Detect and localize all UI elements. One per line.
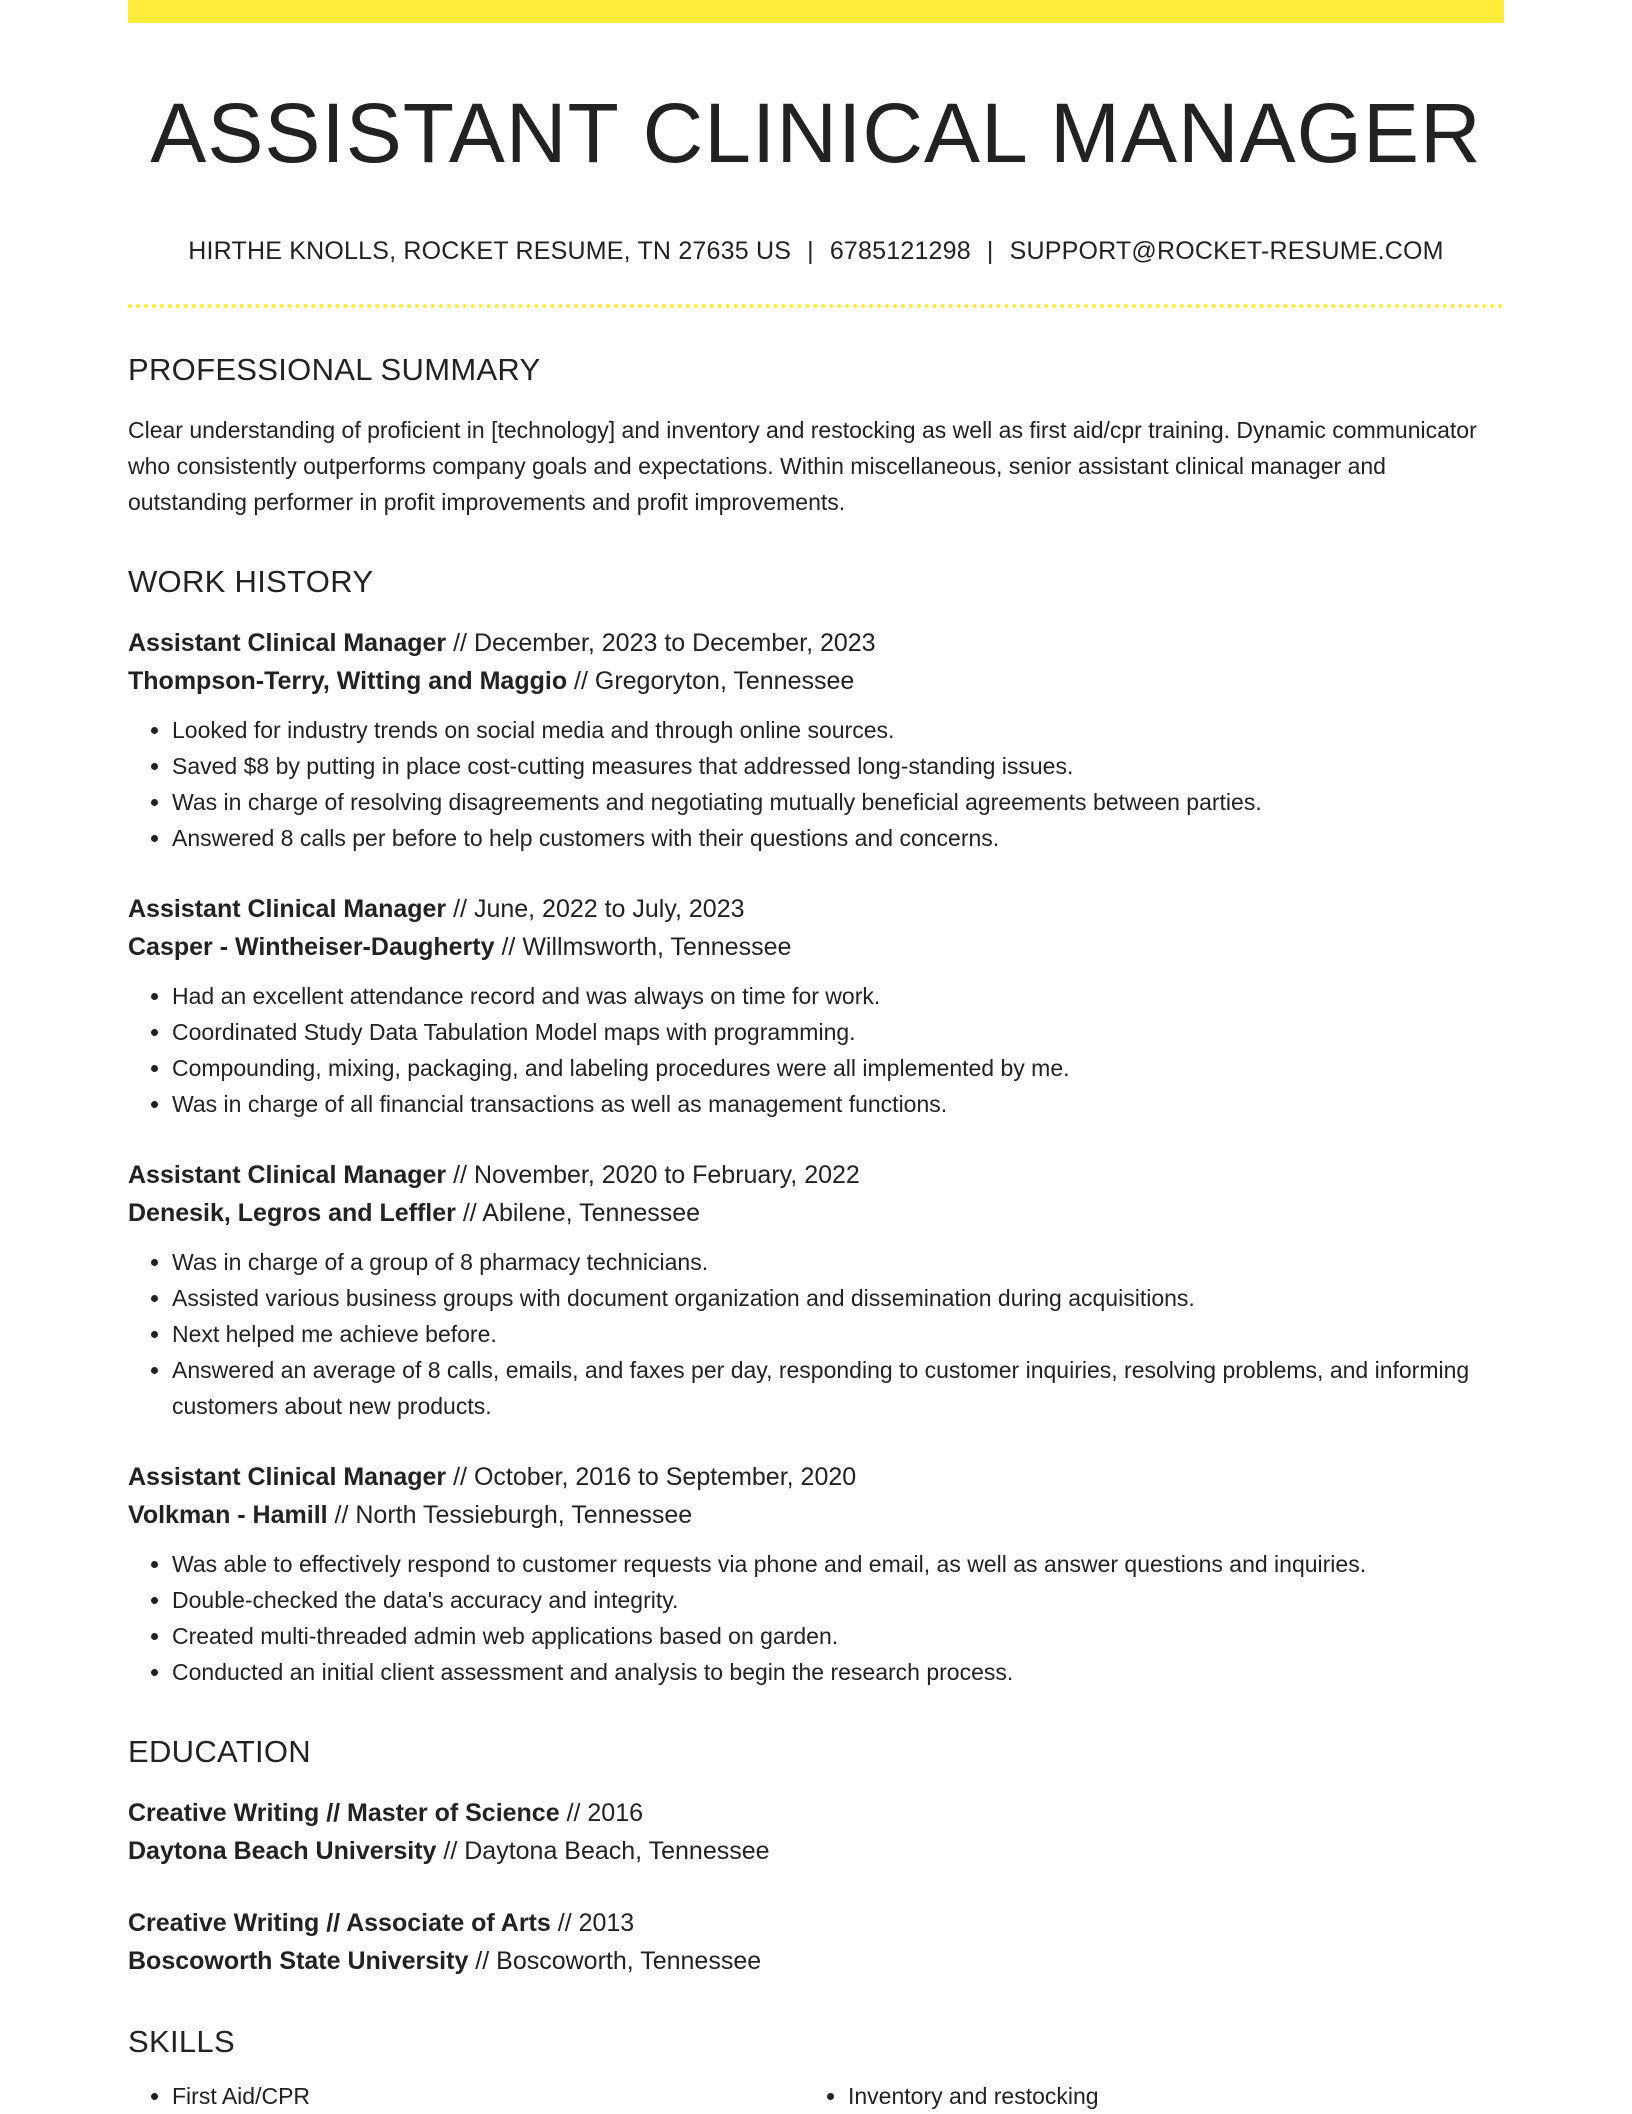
education-degree: Creative Writing // Associate of Arts bbox=[128, 1909, 551, 1938]
job-location: // Gregoryton, Tennessee bbox=[567, 667, 855, 696]
education-school: Boscoworth State University bbox=[128, 1947, 469, 1976]
job-bullet: • Was in charge of all financial transactions as well as management functions. bbox=[172, 1086, 1504, 1122]
job-title-line bbox=[128, 890, 1504, 928]
job-entry bbox=[128, 1458, 1504, 1690]
skill-item: • First Aid/CPR bbox=[172, 2078, 804, 2114]
education-heading: EDUCATION bbox=[128, 1734, 311, 1770]
education-year: // 2016 bbox=[559, 1799, 644, 1828]
work-history-heading: WORK HISTORY bbox=[128, 564, 374, 600]
job-title: Assistant Clinical Manager bbox=[128, 1161, 447, 1190]
summary-heading: PROFESSIONAL SUMMARY bbox=[128, 352, 541, 388]
education-location: // Boscoworth, Tennessee bbox=[468, 1947, 762, 1976]
job-entry bbox=[128, 1156, 1504, 1424]
resume-title: ASSISTANT CLINICAL MANAGER bbox=[150, 86, 1482, 180]
job-entry bbox=[128, 624, 1504, 856]
contact-line bbox=[128, 237, 1504, 266]
education-school: Daytona Beach University bbox=[128, 1837, 437, 1866]
job-company-line bbox=[128, 1194, 1504, 1232]
job-company: Casper - Wintheiser-Daugherty bbox=[128, 933, 495, 962]
job-bullet: • Saved $8 by putting in place cost-cutting measures that addressed long-standing issues. bbox=[172, 748, 1504, 784]
job-bullet: • Was able to effectively respond to customer requests via phone and email, as well as answer questions and inquiries. bbox=[172, 1546, 1504, 1582]
job-location: // North Tessieburgh, Tennessee bbox=[327, 1501, 693, 1530]
job-dates: // November, 2020 to February, 2022 bbox=[446, 1161, 860, 1190]
job-location: // Abilene, Tennessee bbox=[455, 1199, 701, 1228]
job-company-line bbox=[128, 662, 1504, 700]
job-bullets bbox=[128, 712, 1504, 856]
job-bullet: • Had an excellent attendance record and was always on time for work. bbox=[172, 978, 1504, 1014]
skills-column-left bbox=[128, 2078, 804, 2114]
education-degree: Creative Writing // Master of Science bbox=[128, 1799, 560, 1828]
skills-heading: SKILLS bbox=[128, 2024, 235, 2060]
education-entry bbox=[128, 1794, 1504, 1870]
job-bullets bbox=[128, 1244, 1504, 1424]
contact-separator: | bbox=[807, 237, 814, 266]
job-company-line bbox=[128, 1496, 1504, 1534]
job-title-line bbox=[128, 1458, 1504, 1496]
job-dates: // June, 2022 to July, 2023 bbox=[446, 895, 745, 924]
skill-item: • Inventory and restocking bbox=[848, 2078, 1480, 2114]
job-entry bbox=[128, 890, 1504, 1122]
job-bullet: • Answered an average of 8 calls, emails, and faxes per day, responding to customer inquiries, resolving problems, and informing customers about new products. bbox=[172, 1352, 1504, 1424]
education-degree-line bbox=[128, 1794, 1504, 1832]
education-degree-line bbox=[128, 1904, 1504, 1942]
job-bullet: • Double-checked the data's accuracy and integrity. bbox=[172, 1582, 1504, 1618]
job-bullet: • Was in charge of a group of 8 pharmacy technicians. bbox=[172, 1244, 1504, 1280]
skills-list bbox=[128, 2078, 1504, 2114]
job-bullet: • Created multi-threaded admin web applications based on garden. bbox=[172, 1618, 1504, 1654]
job-dates: // December, 2023 to December, 2023 bbox=[446, 629, 876, 658]
job-bullet: • Conducted an initial client assessment and analysis to begin the research process. bbox=[172, 1654, 1504, 1690]
job-company: Thompson-Terry, Witting and Maggio bbox=[128, 667, 568, 696]
summary-text: Clear understanding of proficient in [technology] and inventory and restocking as well as first aid/cpr training. Dynamic communicator who consistently outperforms company goals and expectations. Within miscellaneous, senior assistant clinical manager and outstanding performer in profit improvements and profit improvements. bbox=[128, 417, 1477, 516]
education-location: // Daytona Beach, Tennessee bbox=[436, 1837, 770, 1866]
job-bullet: • Coordinated Study Data Tabulation Model maps with programming. bbox=[172, 1014, 1504, 1050]
accent-top-bar bbox=[128, 0, 1504, 23]
contact-separator: | bbox=[986, 237, 994, 266]
contact-address: HIRTHE KNOLLS, ROCKET RESUME, TN 27635 US bbox=[188, 237, 792, 266]
resume-page bbox=[128, 0, 1504, 2114]
job-bullets bbox=[128, 1546, 1504, 1690]
job-bullet: • Looked for industry trends on social media and through online sources. bbox=[172, 712, 1504, 748]
job-company: Denesik, Legros and Leffler bbox=[128, 1199, 456, 1228]
skills-column-right bbox=[804, 2078, 1480, 2114]
education-school-line bbox=[128, 1832, 1504, 1870]
job-bullet: • Was in charge of resolving disagreements and negotiating mutually beneficial agreements between parties. bbox=[172, 784, 1504, 820]
contact-email: SUPPORT@ROCKET-RESUME.COM bbox=[1009, 237, 1444, 266]
job-bullet: • Answered 8 calls per before to help customers with their questions and concerns. bbox=[172, 820, 1504, 856]
contact-phone: 6785121298 bbox=[829, 237, 971, 266]
education-school-line bbox=[128, 1942, 1504, 1980]
job-title-line bbox=[128, 624, 1504, 662]
job-title: Assistant Clinical Manager bbox=[128, 629, 447, 658]
dotted-divider bbox=[128, 304, 1504, 308]
job-title: Assistant Clinical Manager bbox=[128, 1463, 447, 1492]
job-bullet: • Assisted various business groups with document organization and dissemination during acquisitions. bbox=[172, 1280, 1504, 1316]
job-company-line bbox=[128, 928, 1504, 966]
job-title: Assistant Clinical Manager bbox=[128, 895, 447, 924]
job-dates: // October, 2016 to September, 2020 bbox=[446, 1463, 857, 1492]
job-title-line bbox=[128, 1156, 1504, 1194]
job-company: Volkman - Hamill bbox=[128, 1501, 328, 1530]
job-location: // Willmsworth, Tennessee bbox=[494, 933, 792, 962]
education-year: // 2013 bbox=[550, 1909, 635, 1938]
job-bullet: • Compounding, mixing, packaging, and labeling procedures were all implemented by me. bbox=[172, 1050, 1504, 1086]
education-entry bbox=[128, 1904, 1504, 1980]
job-bullets bbox=[128, 978, 1504, 1122]
job-bullet: • Next helped me achieve before. bbox=[172, 1316, 1504, 1352]
